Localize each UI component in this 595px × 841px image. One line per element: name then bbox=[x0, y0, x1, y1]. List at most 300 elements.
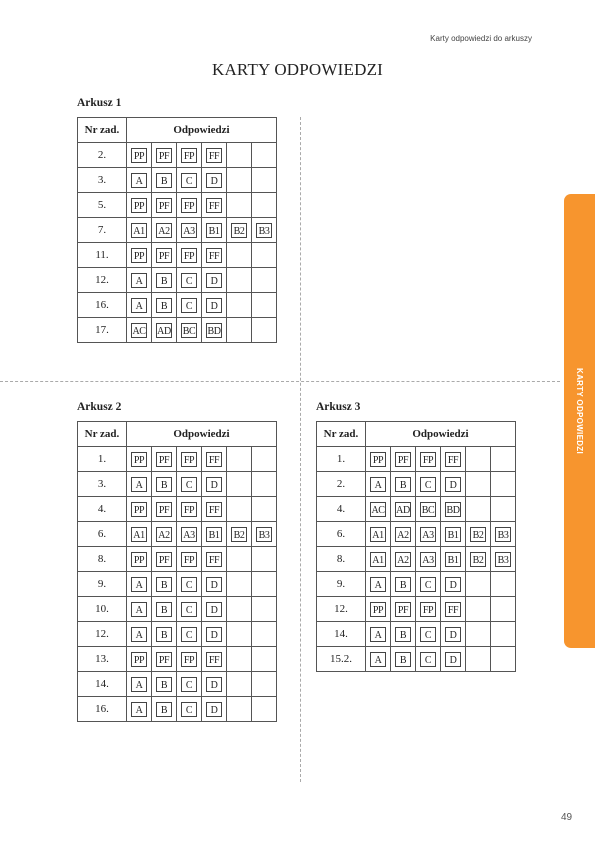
answer-cell bbox=[177, 193, 202, 218]
answer-option-box[interactable]: C bbox=[181, 273, 197, 288]
answer-option-box[interactable]: A bbox=[131, 273, 147, 288]
answer-option-box[interactable]: D bbox=[445, 577, 461, 592]
answer-cell bbox=[227, 243, 252, 268]
answer-cell bbox=[466, 597, 491, 622]
answer-cell bbox=[127, 472, 152, 497]
task-number: 5. bbox=[78, 193, 127, 218]
answer-option-box[interactable]: A bbox=[131, 627, 147, 642]
answer-cell bbox=[391, 497, 416, 522]
answer-cell bbox=[252, 572, 277, 597]
answer-option-box[interactable]: C bbox=[181, 627, 197, 642]
answer-option-box[interactable]: FP bbox=[420, 452, 436, 467]
answer-cell bbox=[152, 318, 177, 343]
answer-cell bbox=[152, 218, 177, 243]
sheet-label-3: Arkusz 3 bbox=[316, 401, 361, 413]
answer-option-box[interactable]: A bbox=[370, 477, 386, 492]
table-row bbox=[78, 193, 277, 218]
answer-cell bbox=[491, 647, 516, 672]
answer-option-box[interactable]: FP bbox=[181, 248, 197, 263]
sheet-label-1: Arkusz 1 bbox=[77, 97, 122, 109]
answer-option-box[interactable]: FP bbox=[181, 502, 197, 517]
answer-option-box[interactable]: A3 bbox=[420, 552, 436, 567]
answer-option-box[interactable]: B bbox=[156, 627, 172, 642]
table-row bbox=[78, 622, 277, 647]
answer-option-box[interactable]: A bbox=[370, 627, 386, 642]
answer-cell bbox=[127, 168, 152, 193]
answer-option-box[interactable]: A1 bbox=[370, 527, 386, 542]
answer-cell bbox=[152, 168, 177, 193]
task-number: 14. bbox=[78, 672, 127, 697]
answer-cell bbox=[416, 597, 441, 622]
answer-cell bbox=[227, 143, 252, 168]
answer-option-box[interactable]: B bbox=[395, 577, 411, 592]
answer-option-box[interactable]: D bbox=[206, 627, 222, 642]
answer-option-box[interactable]: D bbox=[206, 677, 222, 692]
table-row bbox=[78, 243, 277, 268]
answer-cell bbox=[466, 547, 491, 572]
answer-option-box[interactable]: B bbox=[156, 577, 172, 592]
answer-cell bbox=[177, 622, 202, 647]
answer-cell bbox=[441, 547, 466, 572]
task-number: 14. bbox=[317, 622, 366, 647]
answer-option-box[interactable]: B3 bbox=[495, 527, 511, 542]
answer-cell bbox=[252, 268, 277, 293]
answer-cell bbox=[491, 522, 516, 547]
header-task-no: Nr zad. bbox=[317, 422, 366, 447]
header-answers: Odpowiedzi bbox=[366, 422, 516, 447]
answer-option-box[interactable]: B bbox=[156, 702, 172, 717]
answer-option-box[interactable]: B bbox=[156, 298, 172, 313]
answer-cell bbox=[202, 622, 227, 647]
answer-option-box[interactable]: C bbox=[420, 627, 436, 642]
answer-option-box[interactable]: PP bbox=[131, 148, 147, 163]
task-number: 2. bbox=[78, 143, 127, 168]
answer-cell bbox=[252, 597, 277, 622]
answer-cell bbox=[152, 243, 177, 268]
answer-cell bbox=[391, 622, 416, 647]
answer-cell bbox=[491, 447, 516, 472]
table-row bbox=[78, 597, 277, 622]
answer-option-box[interactable]: A1 bbox=[370, 552, 386, 567]
answer-option-box[interactable]: D bbox=[206, 577, 222, 592]
answer-cell bbox=[416, 472, 441, 497]
task-number: 6. bbox=[317, 522, 366, 547]
answer-option-box[interactable]: PF bbox=[156, 148, 172, 163]
answer-cell bbox=[202, 243, 227, 268]
answer-cell bbox=[416, 522, 441, 547]
header-answers: Odpowiedzi bbox=[127, 422, 277, 447]
answer-cell bbox=[152, 672, 177, 697]
answer-cell bbox=[466, 447, 491, 472]
answer-cell bbox=[252, 318, 277, 343]
task-number: 10. bbox=[78, 597, 127, 622]
answer-option-box[interactable]: A bbox=[131, 602, 147, 617]
answer-cell bbox=[177, 597, 202, 622]
answer-cell bbox=[127, 497, 152, 522]
answer-option-box[interactable]: C bbox=[181, 173, 197, 188]
answer-option-box[interactable]: FF bbox=[206, 248, 222, 263]
answer-cell bbox=[252, 143, 277, 168]
task-number: 3. bbox=[78, 472, 127, 497]
answer-cell bbox=[177, 143, 202, 168]
answer-option-box[interactable]: A bbox=[370, 577, 386, 592]
answer-cell bbox=[127, 522, 152, 547]
answer-option-box[interactable]: FP bbox=[181, 552, 197, 567]
answer-option-box[interactable]: B1 bbox=[445, 552, 461, 567]
answer-cell bbox=[202, 672, 227, 697]
answer-cell bbox=[202, 597, 227, 622]
answer-option-box[interactable]: A2 bbox=[395, 527, 411, 542]
answer-option-box[interactable]: D bbox=[206, 602, 222, 617]
answer-cell bbox=[252, 697, 277, 722]
answer-option-box[interactable]: D bbox=[206, 273, 222, 288]
answer-cell bbox=[177, 243, 202, 268]
answer-cell bbox=[441, 522, 466, 547]
answer-option-box[interactable]: B1 bbox=[206, 527, 222, 542]
answer-option-box[interactable]: B bbox=[395, 627, 411, 642]
answer-cell bbox=[227, 522, 252, 547]
answer-option-box[interactable]: FP bbox=[181, 452, 197, 467]
answer-cell bbox=[227, 697, 252, 722]
answer-option-box[interactable]: PP bbox=[131, 248, 147, 263]
answer-cell bbox=[177, 572, 202, 597]
answer-option-box[interactable]: B2 bbox=[231, 527, 247, 542]
answer-option-box[interactable]: AD bbox=[395, 502, 411, 517]
answer-cell bbox=[127, 143, 152, 168]
answer-cell bbox=[177, 318, 202, 343]
task-number: 12. bbox=[78, 622, 127, 647]
answer-option-box[interactable]: D bbox=[445, 477, 461, 492]
answer-cell bbox=[202, 547, 227, 572]
answer-cell bbox=[252, 647, 277, 672]
header-answers: Odpowiedzi bbox=[127, 118, 277, 143]
answer-option-box[interactable]: PP bbox=[131, 502, 147, 517]
running-head: Karty odpowiedzi do arkuszy bbox=[430, 34, 532, 43]
task-number: 4. bbox=[78, 497, 127, 522]
answer-cell bbox=[202, 572, 227, 597]
answer-cell bbox=[127, 193, 152, 218]
answer-option-box[interactable]: A bbox=[131, 477, 147, 492]
answer-cell bbox=[227, 672, 252, 697]
answer-option-box[interactable]: FP bbox=[181, 198, 197, 213]
answer-option-box[interactable]: C bbox=[181, 477, 197, 492]
answer-option-box[interactable]: D bbox=[445, 652, 461, 667]
answer-cell bbox=[252, 522, 277, 547]
answer-cell bbox=[416, 622, 441, 647]
answer-cell bbox=[177, 293, 202, 318]
answer-option-box[interactable]: PF bbox=[156, 198, 172, 213]
task-number: 1. bbox=[317, 447, 366, 472]
table-row bbox=[78, 572, 277, 597]
answer-option-box[interactable]: PP bbox=[131, 552, 147, 567]
answer-option-box[interactable]: A3 bbox=[181, 223, 197, 238]
answer-cell bbox=[227, 168, 252, 193]
answer-option-box[interactable]: B1 bbox=[206, 223, 222, 238]
answer-cell bbox=[202, 697, 227, 722]
answer-option-box[interactable]: AC bbox=[370, 502, 386, 517]
answer-cell bbox=[252, 168, 277, 193]
answer-option-box[interactable]: C bbox=[420, 477, 436, 492]
answer-option-box[interactable]: FP bbox=[181, 148, 197, 163]
answer-cell bbox=[441, 497, 466, 522]
answer-option-box[interactable]: A2 bbox=[395, 552, 411, 567]
answer-option-box[interactable]: C bbox=[420, 577, 436, 592]
table-row bbox=[317, 597, 516, 622]
answer-option-box[interactable]: PF bbox=[156, 652, 172, 667]
answer-option-box[interactable]: B1 bbox=[445, 527, 461, 542]
answer-option-box[interactable]: PF bbox=[395, 452, 411, 467]
answer-option-box[interactable]: PF bbox=[395, 602, 411, 617]
answer-cell bbox=[252, 472, 277, 497]
answer-cell bbox=[366, 497, 391, 522]
horizontal-cut-line bbox=[0, 381, 560, 382]
answer-option-box[interactable]: B bbox=[156, 602, 172, 617]
table-row bbox=[78, 697, 277, 722]
header-task-no: Nr zad. bbox=[78, 422, 127, 447]
table-row bbox=[317, 572, 516, 597]
answer-option-box[interactable]: B bbox=[395, 652, 411, 667]
answer-cell bbox=[177, 697, 202, 722]
answer-option-box[interactable]: PF bbox=[156, 552, 172, 567]
answer-option-box[interactable]: PF bbox=[156, 452, 172, 467]
answer-option-box[interactable]: A2 bbox=[156, 527, 172, 542]
answer-option-box[interactable]: FF bbox=[206, 148, 222, 163]
answer-cell bbox=[152, 193, 177, 218]
answer-option-box[interactable]: FF bbox=[445, 602, 461, 617]
answer-cell bbox=[227, 572, 252, 597]
answer-cell bbox=[252, 622, 277, 647]
task-number: 9. bbox=[317, 572, 366, 597]
answer-option-box[interactable]: D bbox=[206, 173, 222, 188]
table-row bbox=[78, 218, 277, 243]
task-number: 15.2. bbox=[317, 647, 366, 672]
answer-option-box[interactable]: B bbox=[395, 477, 411, 492]
answer-card-sheet-2 bbox=[77, 421, 277, 722]
sheet-label-2: Arkusz 2 bbox=[77, 401, 122, 413]
answer-cell bbox=[202, 293, 227, 318]
task-number: 2. bbox=[317, 472, 366, 497]
answer-cell bbox=[416, 547, 441, 572]
table-row bbox=[78, 447, 277, 472]
task-number: 9. bbox=[78, 572, 127, 597]
answer-option-box[interactable]: A bbox=[131, 173, 147, 188]
task-number: 16. bbox=[78, 293, 127, 318]
answer-cell bbox=[152, 647, 177, 672]
task-number: 12. bbox=[78, 268, 127, 293]
answer-option-box[interactable]: B2 bbox=[470, 527, 486, 542]
answer-option-box[interactable]: A bbox=[131, 298, 147, 313]
answer-cell bbox=[202, 497, 227, 522]
answer-option-box[interactable]: AC bbox=[131, 323, 147, 338]
answer-option-box[interactable]: C bbox=[181, 602, 197, 617]
table-row bbox=[78, 143, 277, 168]
answer-cell bbox=[127, 268, 152, 293]
answer-option-box[interactable]: PF bbox=[156, 502, 172, 517]
answer-cell bbox=[252, 293, 277, 318]
answer-option-box[interactable]: A2 bbox=[156, 223, 172, 238]
answer-cell bbox=[466, 472, 491, 497]
answer-option-box[interactable]: FP bbox=[420, 602, 436, 617]
answer-cell bbox=[391, 447, 416, 472]
answer-cell bbox=[441, 472, 466, 497]
vertical-cut-line bbox=[300, 117, 301, 782]
answer-cell bbox=[202, 647, 227, 672]
answer-cell bbox=[202, 143, 227, 168]
answer-cell bbox=[227, 622, 252, 647]
answer-cell bbox=[152, 572, 177, 597]
answer-option-box[interactable]: PP bbox=[370, 602, 386, 617]
answer-option-box[interactable]: A bbox=[131, 702, 147, 717]
answer-cell bbox=[441, 447, 466, 472]
table-row bbox=[317, 547, 516, 572]
answer-option-box[interactable]: BC bbox=[181, 323, 197, 338]
task-number: 1. bbox=[78, 447, 127, 472]
answer-cell bbox=[127, 293, 152, 318]
answer-cell bbox=[227, 218, 252, 243]
answer-option-box[interactable]: PP bbox=[370, 452, 386, 467]
task-number: 11. bbox=[78, 243, 127, 268]
table-row bbox=[78, 472, 277, 497]
answer-option-box[interactable]: A1 bbox=[131, 223, 147, 238]
answer-option-box[interactable]: BD bbox=[206, 323, 222, 338]
header-row bbox=[317, 422, 516, 447]
answer-option-box[interactable]: FF bbox=[206, 552, 222, 567]
answer-cell bbox=[177, 647, 202, 672]
table-row bbox=[317, 472, 516, 497]
answer-cell bbox=[391, 472, 416, 497]
answer-cell bbox=[366, 647, 391, 672]
answer-option-box[interactable]: D bbox=[206, 702, 222, 717]
answer-option-box[interactable]: FF bbox=[206, 652, 222, 667]
task-number: 12. bbox=[317, 597, 366, 622]
answer-option-box[interactable]: C bbox=[181, 577, 197, 592]
answer-card-sheet-1 bbox=[77, 117, 277, 343]
answer-option-box[interactable]: A bbox=[131, 677, 147, 692]
answer-option-box[interactable]: PP bbox=[131, 652, 147, 667]
answer-cell bbox=[177, 168, 202, 193]
table-row bbox=[78, 318, 277, 343]
answer-cell bbox=[177, 447, 202, 472]
page-title: KARTY ODPOWIEDZI bbox=[211, 60, 384, 79]
answer-cell bbox=[391, 597, 416, 622]
answer-cell bbox=[391, 572, 416, 597]
answer-cell bbox=[366, 597, 391, 622]
header-task-no: Nr zad. bbox=[78, 118, 127, 143]
answer-option-box[interactable]: FF bbox=[445, 452, 461, 467]
answer-cell bbox=[466, 572, 491, 597]
answer-cell bbox=[491, 622, 516, 647]
table-row bbox=[78, 522, 277, 547]
answer-option-box[interactable]: C bbox=[420, 652, 436, 667]
answer-option-box[interactable]: B3 bbox=[256, 527, 272, 542]
answer-cell bbox=[227, 597, 252, 622]
answer-option-box[interactable]: C bbox=[181, 298, 197, 313]
answer-cell bbox=[127, 672, 152, 697]
answer-option-box[interactable]: B2 bbox=[470, 552, 486, 567]
answer-option-box[interactable]: A3 bbox=[181, 527, 197, 542]
answer-cell bbox=[202, 193, 227, 218]
answer-option-box[interactable]: B3 bbox=[495, 552, 511, 567]
answer-option-box[interactable]: PP bbox=[131, 452, 147, 467]
answer-cell bbox=[152, 547, 177, 572]
answer-option-box[interactable]: B bbox=[156, 477, 172, 492]
answer-cell bbox=[152, 522, 177, 547]
answer-cell bbox=[466, 522, 491, 547]
answer-cell bbox=[127, 243, 152, 268]
answer-option-box[interactable]: FF bbox=[206, 502, 222, 517]
answer-cell bbox=[252, 193, 277, 218]
answer-option-box[interactable]: A bbox=[131, 577, 147, 592]
answer-cell bbox=[127, 647, 152, 672]
answer-option-box[interactable]: C bbox=[181, 677, 197, 692]
answer-option-box[interactable]: PP bbox=[131, 198, 147, 213]
answer-cell bbox=[227, 447, 252, 472]
answer-cell bbox=[366, 447, 391, 472]
answer-option-box[interactable]: AD bbox=[156, 323, 172, 338]
answer-option-box[interactable]: B bbox=[156, 273, 172, 288]
answer-cell bbox=[177, 522, 202, 547]
table-row bbox=[78, 547, 277, 572]
answer-option-box[interactable]: D bbox=[206, 477, 222, 492]
answer-option-box[interactable]: A bbox=[370, 652, 386, 667]
answer-cell bbox=[177, 672, 202, 697]
answer-cell bbox=[366, 622, 391, 647]
answer-option-box[interactable]: D bbox=[206, 298, 222, 313]
answer-cell bbox=[227, 497, 252, 522]
answer-cell bbox=[177, 472, 202, 497]
answer-cell bbox=[227, 268, 252, 293]
answer-option-box[interactable]: BD bbox=[445, 502, 461, 517]
answer-cell bbox=[127, 597, 152, 622]
task-number: 16. bbox=[78, 697, 127, 722]
answer-cell bbox=[227, 647, 252, 672]
header-row bbox=[78, 422, 277, 447]
answer-option-box[interactable]: FF bbox=[206, 198, 222, 213]
answer-cell bbox=[127, 547, 152, 572]
answer-option-box[interactable]: C bbox=[181, 702, 197, 717]
task-number: 6. bbox=[78, 522, 127, 547]
answer-cell bbox=[202, 268, 227, 293]
page-number: 49 bbox=[561, 812, 573, 823]
answer-cell bbox=[491, 472, 516, 497]
answer-option-box[interactable]: B2 bbox=[231, 223, 247, 238]
answer-option-box[interactable]: A1 bbox=[131, 527, 147, 542]
answer-option-box[interactable]: A3 bbox=[420, 527, 436, 542]
answer-option-box[interactable]: B bbox=[156, 173, 172, 188]
side-tab-label: KARTY ODPOWIEDZI bbox=[575, 368, 584, 454]
answer-option-box[interactable]: FP bbox=[181, 652, 197, 667]
answer-cell bbox=[252, 672, 277, 697]
answer-cell bbox=[491, 547, 516, 572]
table-row bbox=[78, 268, 277, 293]
answer-cell bbox=[252, 243, 277, 268]
answer-cell bbox=[441, 572, 466, 597]
answer-cell bbox=[202, 472, 227, 497]
answer-cell bbox=[152, 622, 177, 647]
header-row bbox=[78, 118, 277, 143]
answer-cell bbox=[152, 597, 177, 622]
answer-option-box[interactable]: BC bbox=[420, 502, 436, 517]
task-number: 8. bbox=[78, 547, 127, 572]
answer-cell bbox=[366, 547, 391, 572]
answer-option-box[interactable]: D bbox=[445, 627, 461, 642]
answer-option-box[interactable]: B3 bbox=[256, 223, 272, 238]
answer-option-box[interactable]: PF bbox=[156, 248, 172, 263]
answer-option-box[interactable]: FF bbox=[206, 452, 222, 467]
answer-cell bbox=[416, 497, 441, 522]
task-number: 8. bbox=[317, 547, 366, 572]
answer-option-box[interactable]: B bbox=[156, 677, 172, 692]
